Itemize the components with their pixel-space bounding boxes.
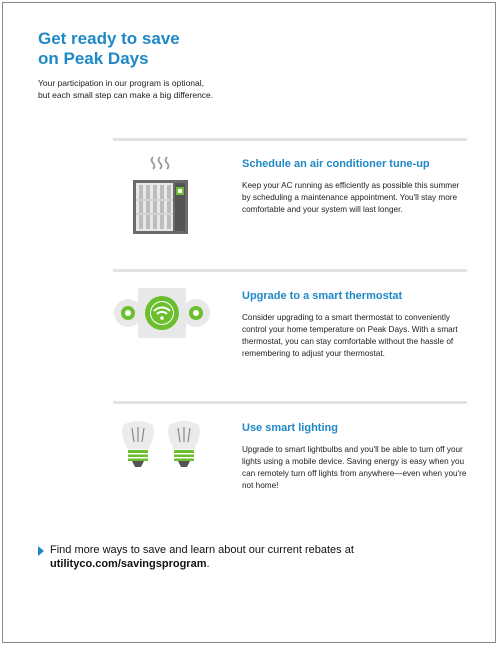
section-divider [113,401,467,404]
footer-line1: Find more ways to save and learn about our current rebates at [50,544,354,556]
section-body-smart-thermostat: Consider upgrading to a smart thermostat to conveniently control your home temperature on Peak Days. With a smart thermostat, you can stay comfortable without the hassle of remembering to adjust your thermostat. [242,313,458,358]
section-title-smart-lighting: Use smart lighting [242,422,338,434]
section-body-smart-lighting: Upgrade to smart lightbulbs and you'll be able to turn off your lights using a mobile device. Saving energy is easy when you can remotely turn off lights from anywhere—even when you're not home! [242,445,467,490]
page-title-line2: on Peak Days [38,49,149,68]
intro-line1: Your participation in our program is optional, [38,78,205,88]
chevron-right-icon [38,546,44,556]
section-title-smart-thermostat: Upgrade to a smart thermostat [242,290,403,302]
section-divider [113,138,467,141]
document-page [2,2,496,643]
intro-line2: but each small step can make a big difference. [38,90,214,100]
section-title-ac-tune-up: Schedule an air conditioner tune-up [242,158,430,170]
footer-text [50,543,354,571]
light-bulb-icon [118,419,208,481]
page-title-line1: Get ready to save [38,29,180,48]
section-divider [113,269,467,272]
air-conditioner-icon [131,155,193,237]
page-title [38,29,180,69]
footer-period: . [206,558,210,570]
section-body-ac-tune-up: Keep your AC running as efficiently as possible this summer by scheduling a maintenance appointment. You'll stay more comfortable and your system will last longer. [242,181,460,214]
smart-thermostat-icon [113,287,211,339]
savings-program-link[interactable]: utilityco.com/savingsprogram [50,558,207,570]
intro-text [38,77,268,101]
